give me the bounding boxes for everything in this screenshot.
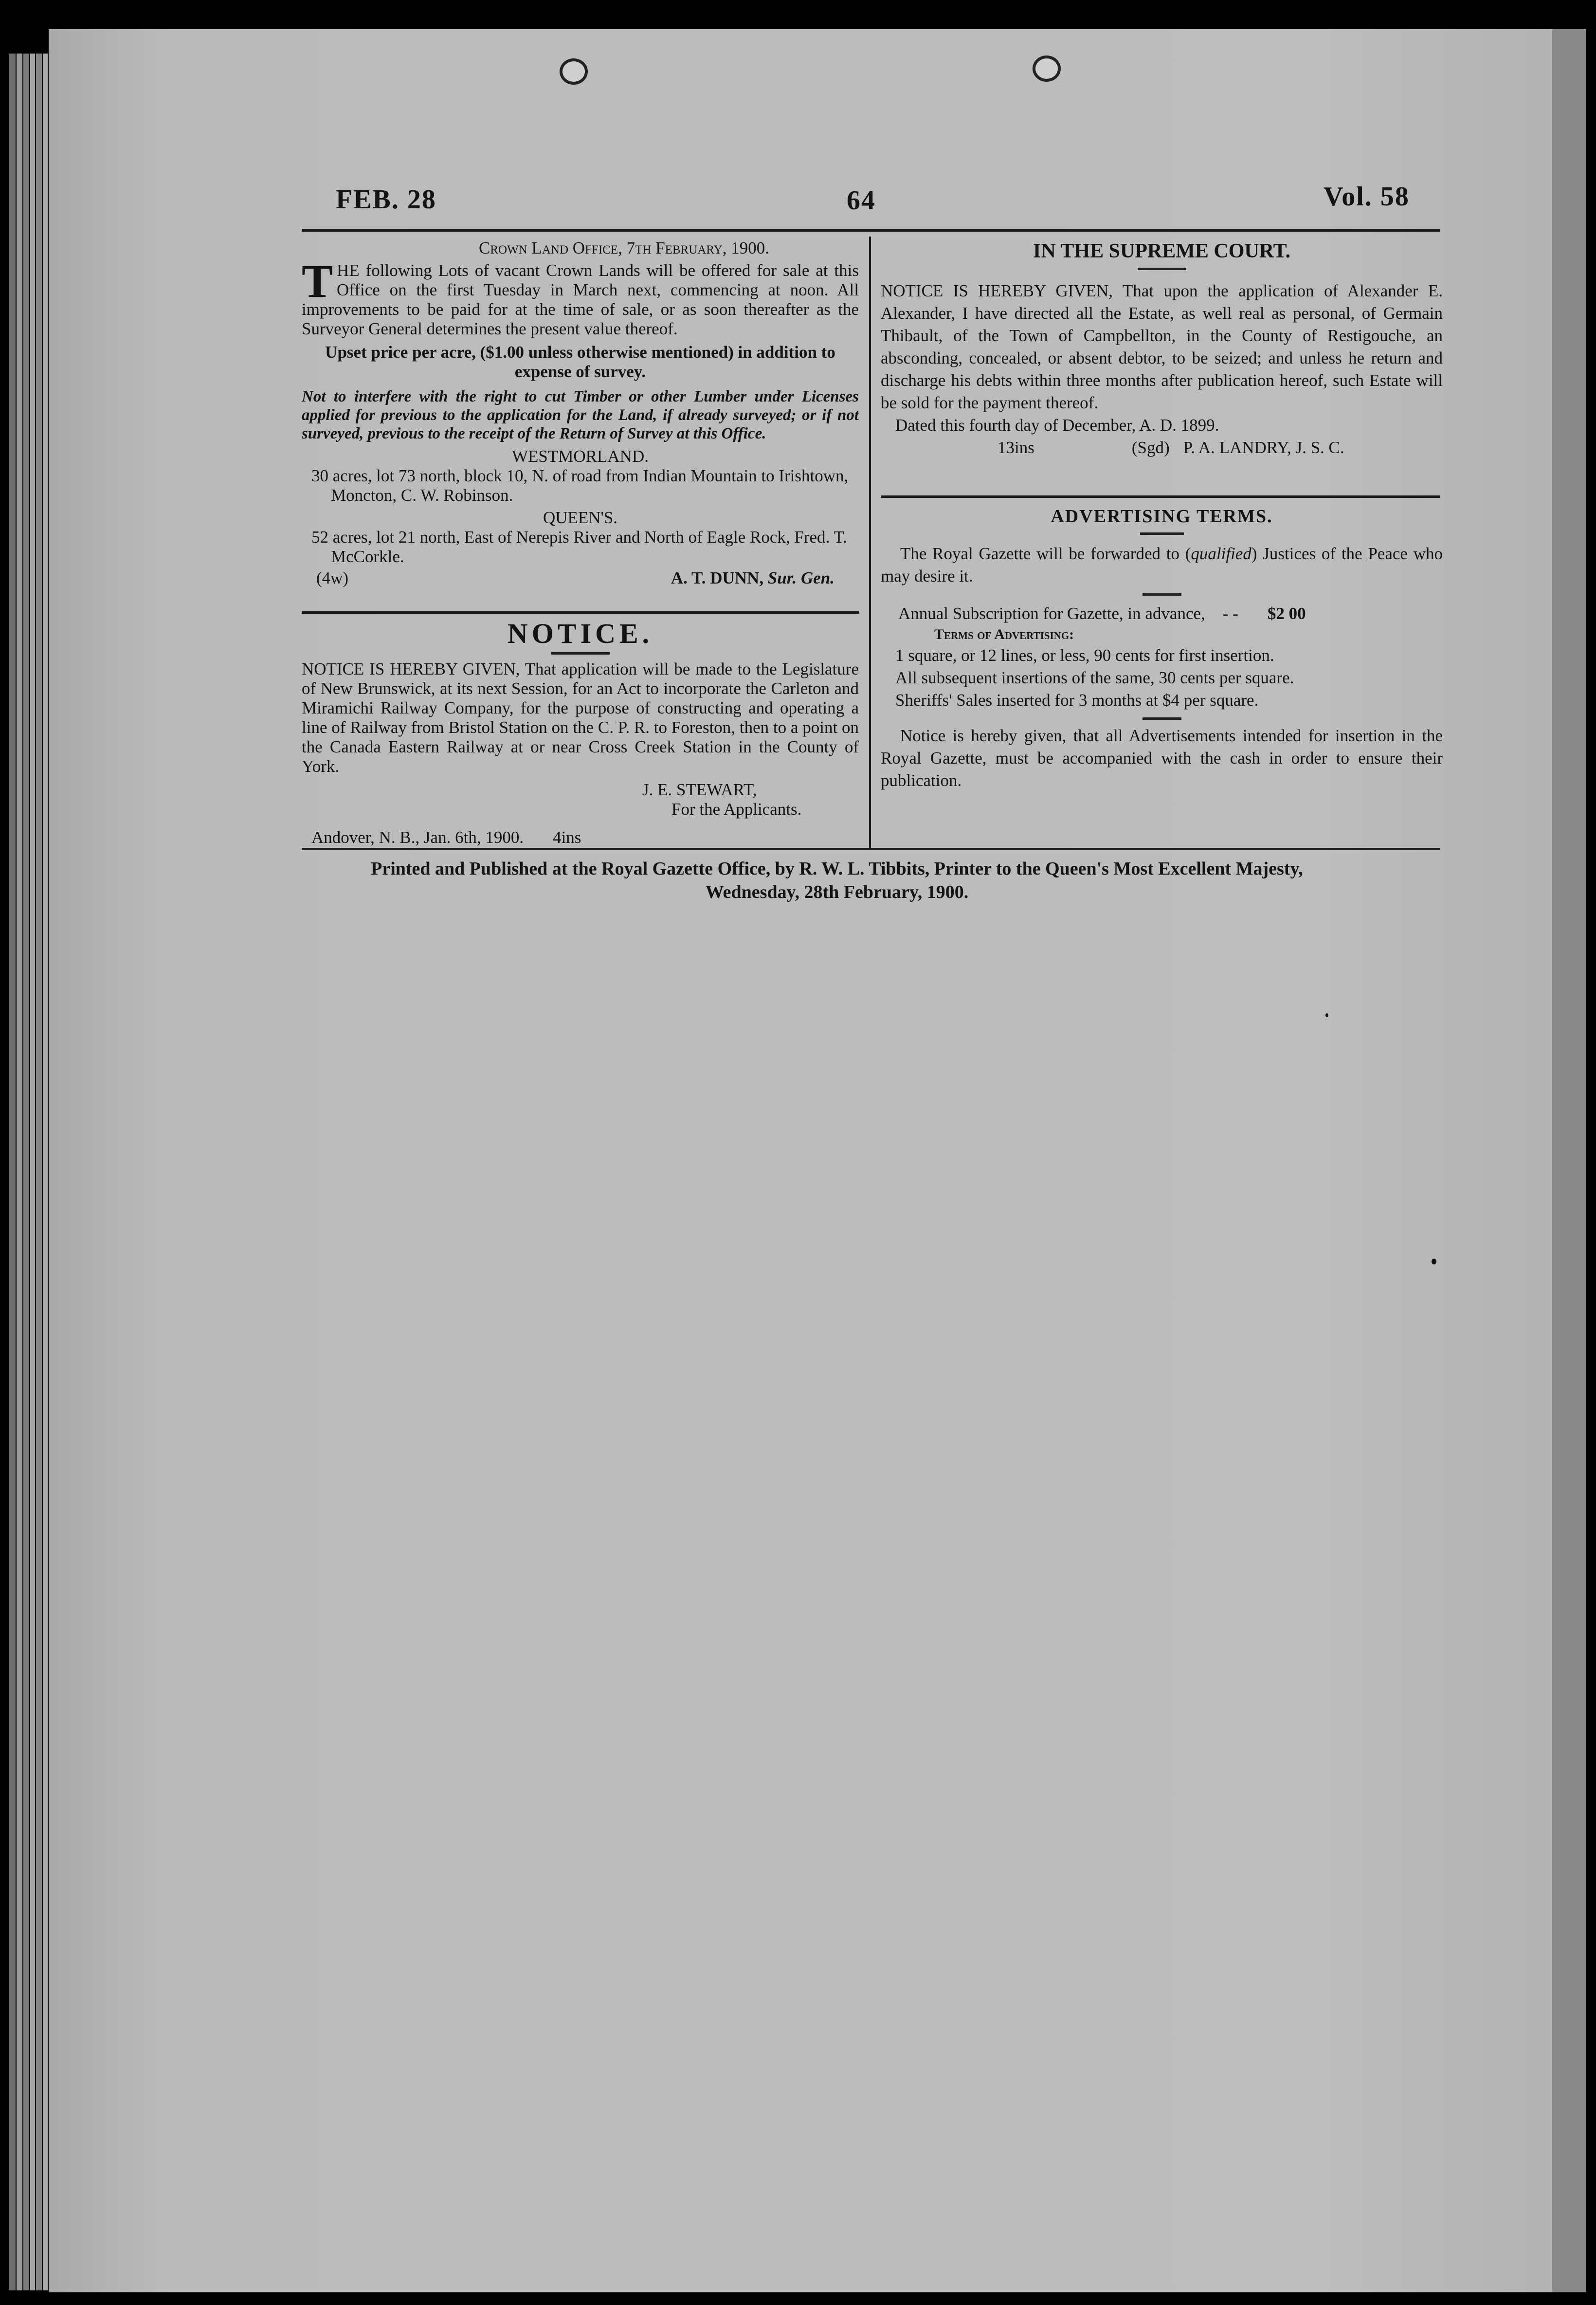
section-rule: [881, 495, 1440, 498]
supreme-court-title: IN THE SUPREME COURT.: [1033, 240, 1291, 262]
divider-rule: [1143, 717, 1181, 720]
drop-cap: T: [302, 255, 333, 307]
notice-signer: J. E. STEWART,: [642, 780, 757, 799]
notice-dateline-row: [302, 828, 859, 847]
advertising-intro: The Royal Gazette will be forwarded to (qualified) Justices of the Peace who may desire it.: [881, 544, 1443, 585]
crown-land-signature-row: [302, 568, 859, 588]
advertising-title: ADVERTISING TERMS.: [1051, 506, 1273, 527]
crown-land-notice: [302, 238, 859, 588]
railway-notice: [302, 618, 859, 847]
crown-land-dateline: Crown Land Office, 7th February, 1900.: [479, 238, 769, 257]
county-westmorland: WESTMORLAND.: [512, 447, 649, 466]
imprint-date: Wednesday, 28th February, 1900.: [705, 882, 969, 902]
section-rule: [302, 611, 859, 614]
insertion-code: (4w): [316, 568, 349, 587]
judge-signature: P. A. LANDRY, J. S. C.: [1183, 438, 1344, 457]
advertising-terms: [881, 504, 1443, 792]
timber-caveat: Not to interfere with the right to cut Timber or other Lumber under Licenses applied for previous to the application for the Land, if already surveyed; or if not surveyed, previous to the receipt of the Return of Survey at this Office.: [302, 388, 859, 442]
surveyor-signature: A. T. DUNN, Sur. Gen.: [671, 568, 834, 587]
ink-speck: [1432, 1259, 1436, 1264]
page-stack-edge: [30, 54, 35, 2290]
volume-number: Vol. 58: [1324, 182, 1410, 212]
supreme-court-sgd: (Sgd): [1131, 438, 1170, 457]
subscription-row: [881, 603, 1443, 625]
title-rule: [551, 652, 610, 655]
supreme-court-dated: Dated this fourth day of December, A. D. 1899.: [895, 416, 1219, 435]
notice-place-date: Andover, N. B., Jan. 6th, 1900.: [311, 828, 524, 847]
imprint-line: Printed and Published at the Royal Gazette Office, by R. W. L. Tibbits, Printer to the Queen's Most Excellent Majesty,: [371, 859, 1303, 879]
page-shadow-strip: [1552, 29, 1586, 2292]
lot-queens: 52 acres, lot 21 north, East of Nerepis River and North of Eagle Rock, Fred. T. McCorkle.: [311, 528, 847, 566]
column-divider: [869, 237, 871, 848]
advertising-term: 1 square, or 12 lines, or less, 90 cents for first insertion.: [895, 646, 1274, 665]
page-stack-edge: [43, 54, 48, 2290]
ink-speck: [1325, 1013, 1328, 1017]
notice-signer-role: For the Applicants.: [671, 800, 802, 819]
crown-land-intro-text: HE following Lots of vacant Crown Lands will be offered for sale at this Office on the first Tuesday in March next, commencing at noon. All improvements to be paid for at the time of sale, or as soon thereafter as the Surveyor General determines the present value thereof.: [302, 261, 859, 338]
supreme-court-insertions: 13ins: [998, 438, 1034, 457]
subscription-label: Annual Subscription for Gazette, in advance,: [898, 604, 1205, 623]
page-stack-edge: [36, 54, 42, 2290]
page-stack-edge: [9, 54, 16, 2290]
page-number: 64: [847, 185, 876, 216]
advertising-term: Sheriffs' Sales inserted for 3 months at $4 per square.: [895, 691, 1259, 710]
punch-hole-icon: [560, 58, 588, 85]
county-queens: QUEEN'S.: [543, 508, 618, 527]
supreme-court-body: NOTICE IS HEREBY GIVEN, That upon the application of Alexander E. Alexander, I have directed all the Estate, as well real as personal, of Germain Thibault, of the Town of Campbellton, in the County of Restigouche, an absconding, concealed, or absent debtor, to be seized; and unless he return and discharge his debts within three months after publication hereof, such Estate will be sold for the payment thereof.: [881, 281, 1443, 412]
notice-title: NOTICE.: [507, 618, 653, 649]
subscription-price: $2 00: [1267, 604, 1306, 623]
title-rule: [1138, 268, 1186, 270]
advertising-notice: Notice is hereby given, that all Advertisements intended for insertion in the Royal Gazette, must be accompanied with the cash in order to ensure their publication.: [881, 726, 1443, 790]
header-rule: [302, 229, 1440, 232]
terms-heading: Terms of Advertising:: [934, 626, 1074, 642]
supreme-court-notice: [881, 238, 1443, 459]
upset-price: Upset price per acre, ($1.00 unless otherwise mentioned) in addition to expense of survey.: [325, 343, 835, 381]
supreme-court-signature-row: [881, 437, 1443, 459]
advertising-term: All subsequent insertions of the same, 30 cents per square.: [895, 668, 1294, 687]
punch-hole-icon: [1033, 55, 1061, 82]
crown-land-intro: [302, 255, 859, 339]
notice-body: NOTICE IS HEREBY GIVEN, That application will be made to the Legislature of New Brunswick, at its next Session, for an Act to incorporate the Carleton and Miramichi Railway Company, for the purpose of constructing and operating a line of Railway from Bristol Station on the C. P. R. to Foreston, then to a point on the Canada Eastern Railway at or near Cross Creek Station in the County of York.: [302, 659, 859, 776]
page-stack-edge: [23, 54, 29, 2290]
subscription-dashes: - -: [1222, 604, 1238, 623]
divider-rule: [1143, 593, 1181, 596]
page-stack-edge: [17, 54, 22, 2290]
footer-rule: [302, 848, 1440, 850]
title-rule: [1140, 532, 1184, 535]
notice-insertions: 4ins: [553, 828, 581, 847]
issue-date: FEB. 28: [336, 184, 436, 215]
lot-westmorland: 30 acres, lot 73 north, block 10, N. of road from Indian Mountain to Irishtown, Moncton, C. W. Robinson.: [311, 466, 849, 505]
